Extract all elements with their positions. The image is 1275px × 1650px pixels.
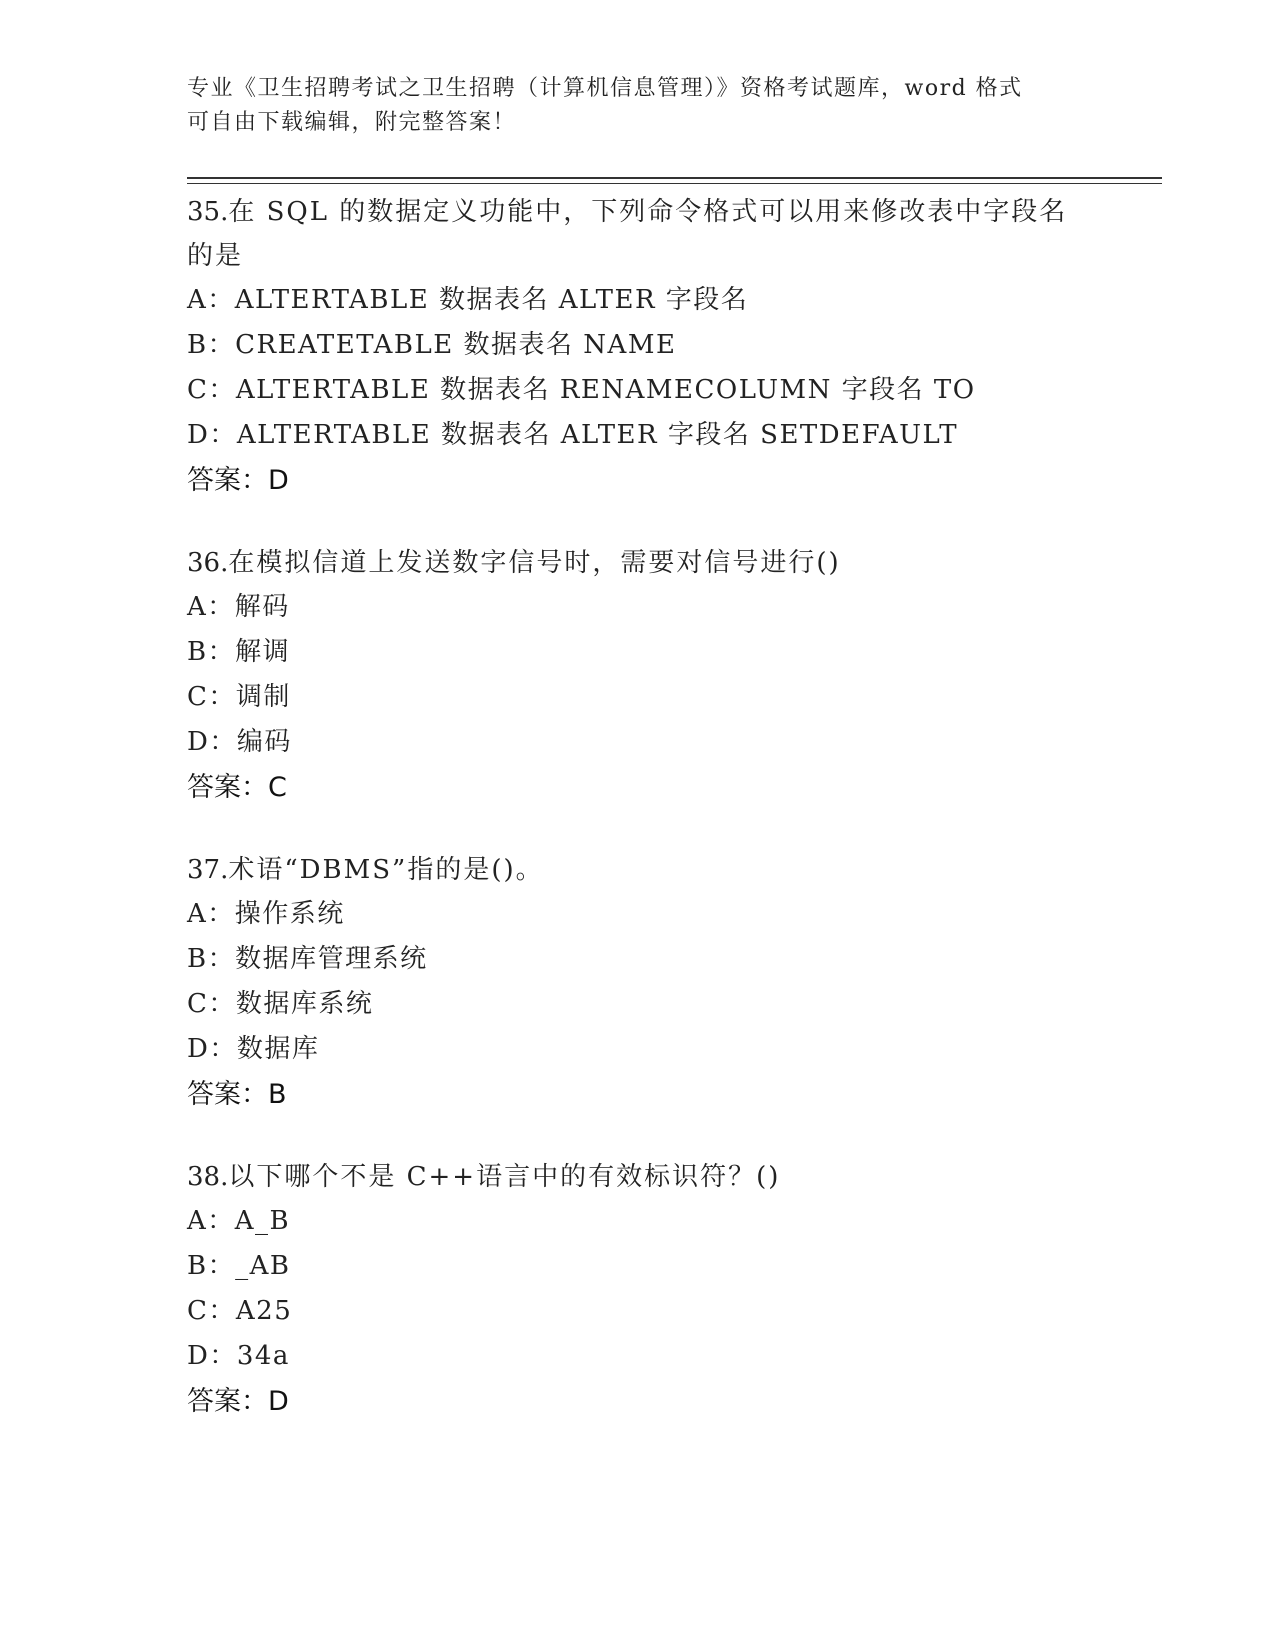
question-38 [187, 1155, 1087, 1424]
question-35 [187, 190, 1087, 503]
question-text: 术语“DBMS”指的是()。 [228, 855, 544, 885]
option-b: B：_AB [187, 1251, 291, 1281]
answer-label: 答案：C [187, 772, 287, 803]
question-stem [187, 541, 1087, 585]
question-stem [187, 1155, 1087, 1199]
answer-label: 答案：D [187, 1386, 289, 1417]
option-c: C：ALTERTABLE 数据表名 RENAMECOLUMN 字段名 TO [187, 375, 976, 405]
question-number: 37. [187, 855, 229, 885]
question-text: 在 SQL 的数据定义功能中，下列命令格式可以用来修改表中字段名的是 [187, 197, 1068, 271]
header-divider-thin [187, 183, 1162, 184]
option-c: C：数据库系统 [187, 989, 374, 1019]
option-a: A：ALTERTABLE 数据表名 ALTER 字段名 [187, 285, 749, 315]
question-text: 以下哪个不是 C++语言中的有效标识符？() [228, 1162, 781, 1192]
question-stem [187, 190, 1087, 278]
option-b: B：CREATETABLE 数据表名 NAME [187, 330, 677, 360]
option-b: B：数据库管理系统 [187, 944, 428, 974]
question-number: 35. [187, 197, 229, 227]
header-line-2: 可自由下载编辑，附完整答案！ [187, 110, 517, 135]
option-b: B：解调 [187, 637, 291, 667]
question-list [187, 190, 1087, 1462]
option-a: A：A_B [187, 1206, 291, 1236]
answer-label: 答案：B [187, 1079, 287, 1110]
option-d: D：34a [187, 1341, 290, 1371]
question-number: 38. [187, 1162, 229, 1192]
option-d: D：ALTERTABLE 数据表名 ALTER 字段名 SETDEFAULT [187, 420, 959, 450]
question-stem [187, 848, 1087, 892]
answer-label: 答案：D [187, 465, 289, 496]
header-divider-thick [187, 177, 1162, 179]
option-a: A：解码 [187, 592, 290, 622]
question-number: 36. [187, 548, 229, 578]
question-37 [187, 848, 1087, 1117]
option-c: C：调制 [187, 682, 291, 712]
question-36 [187, 541, 1087, 810]
option-d: D：编码 [187, 727, 292, 757]
document-header [187, 72, 1087, 140]
question-text: 在模拟信道上发送数字信号时，需要对信号进行() [228, 548, 841, 578]
option-a: A：操作系统 [187, 899, 345, 929]
option-d: D：数据库 [187, 1034, 320, 1064]
option-c: C：A25 [187, 1296, 293, 1326]
header-line-1: 专业《卫生招聘考试之卫生招聘（计算机信息管理）》资格考试题库，word 格式 [187, 76, 1023, 101]
